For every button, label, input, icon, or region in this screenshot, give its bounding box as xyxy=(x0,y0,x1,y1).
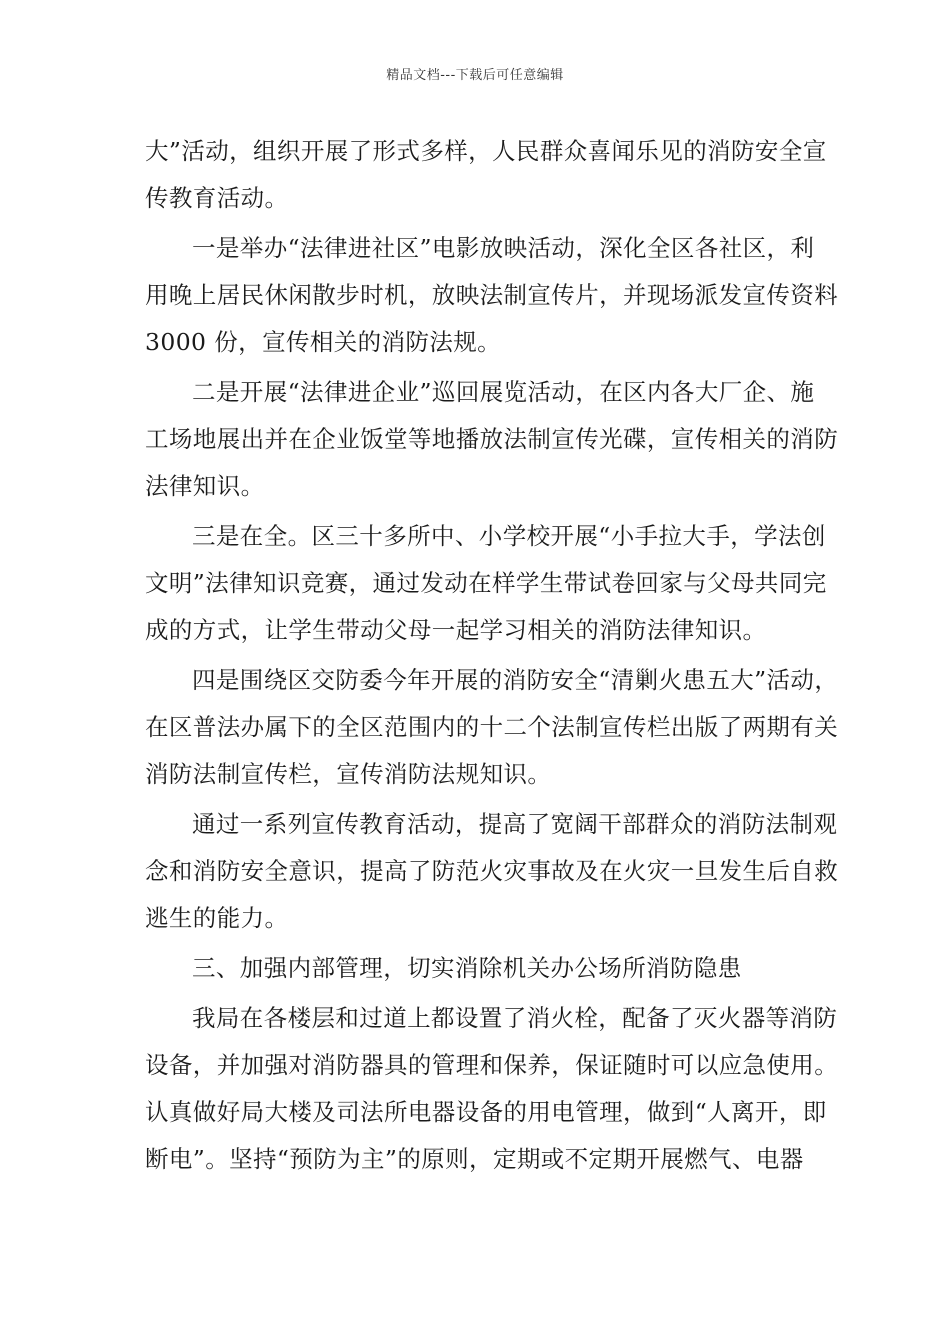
paragraph xyxy=(145,128,827,222)
text-line: 认真做好局大楼及司法所电器设备的用电管理，做到“人离开，即 xyxy=(145,1098,827,1126)
paragraph xyxy=(145,995,839,1183)
section-heading xyxy=(145,945,815,992)
text-line: 一是举办“法律进社区”电影放映活动，深化全区各社区，利 xyxy=(192,234,815,262)
text-line: 我局在各楼层和过道上都设置了消火栓，配备了灭火器等消防 xyxy=(192,1004,838,1032)
text-line: 念和消防安全意识，提高了防范火灾事故及在火灾一旦发生后自救 xyxy=(145,857,839,885)
text-line: 逃生的能力。 xyxy=(145,904,289,932)
paragraph xyxy=(145,225,839,366)
text-line: 设备，并加强对消防器具的管理和保养，保证随时可以应急使用。 xyxy=(145,1051,839,1079)
text-line: 用晚上居民休闲散步时机，放映法制宣传片，并现场派发宣传资料 xyxy=(145,281,839,309)
document-body xyxy=(145,128,839,1186)
text-line: 成的方式，让学生带动父母一起学习相关的消防法律知识。 xyxy=(145,616,767,644)
text-line: 三、加强内部管理，切实消除机关办公场所消防隐患 xyxy=(192,954,742,982)
paragraph xyxy=(145,513,827,654)
page-header: 精品文档---下载后可任意编辑 xyxy=(386,68,564,83)
text-line: 文明”法律知识竞赛，通过发动在样学生带试卷回家与父母共同完 xyxy=(145,569,827,597)
paragraph xyxy=(145,369,839,510)
paragraph xyxy=(145,801,839,942)
text-line: 工场地展出并在企业饭堂等地播放法制宣传光碟，宣传相关的消防 xyxy=(145,425,839,453)
text-line: 消防法制宣传栏，宣传消防法规知识。 xyxy=(145,760,552,788)
paragraph xyxy=(145,657,839,798)
text-line: 传教育活动。 xyxy=(145,184,289,212)
text-line: 断电”。坚持“预防为主”的原则，定期或不定期开展燃气、电器 xyxy=(145,1145,804,1173)
text-line: 3000 份，宣传相关的消防法规。 xyxy=(145,328,502,356)
text-line: 四是围绕区交防委今年开展的消防安全“清剿火患五大”活动， xyxy=(192,666,839,694)
text-line: 二是开展“法律进企业”巡回展览活动，在区内各大厂企、施 xyxy=(192,378,815,406)
text-line: 三是在全。区三十多所中、小学校开展“小手拉大手，学法创 xyxy=(192,522,826,550)
text-line: 通过一系列宣传教育活动，提高了宽阔干部群众的消防法制观 xyxy=(192,810,838,838)
text-line: 大”活动，组织开展了形式多样，人民群众喜闻乐见的消防安全宣 xyxy=(145,137,827,165)
text-line: 在区普法办属下的全区范围内的十二个法制宣传栏出版了两期有关 xyxy=(145,713,839,741)
text-line: 法律知识。 xyxy=(145,472,265,500)
